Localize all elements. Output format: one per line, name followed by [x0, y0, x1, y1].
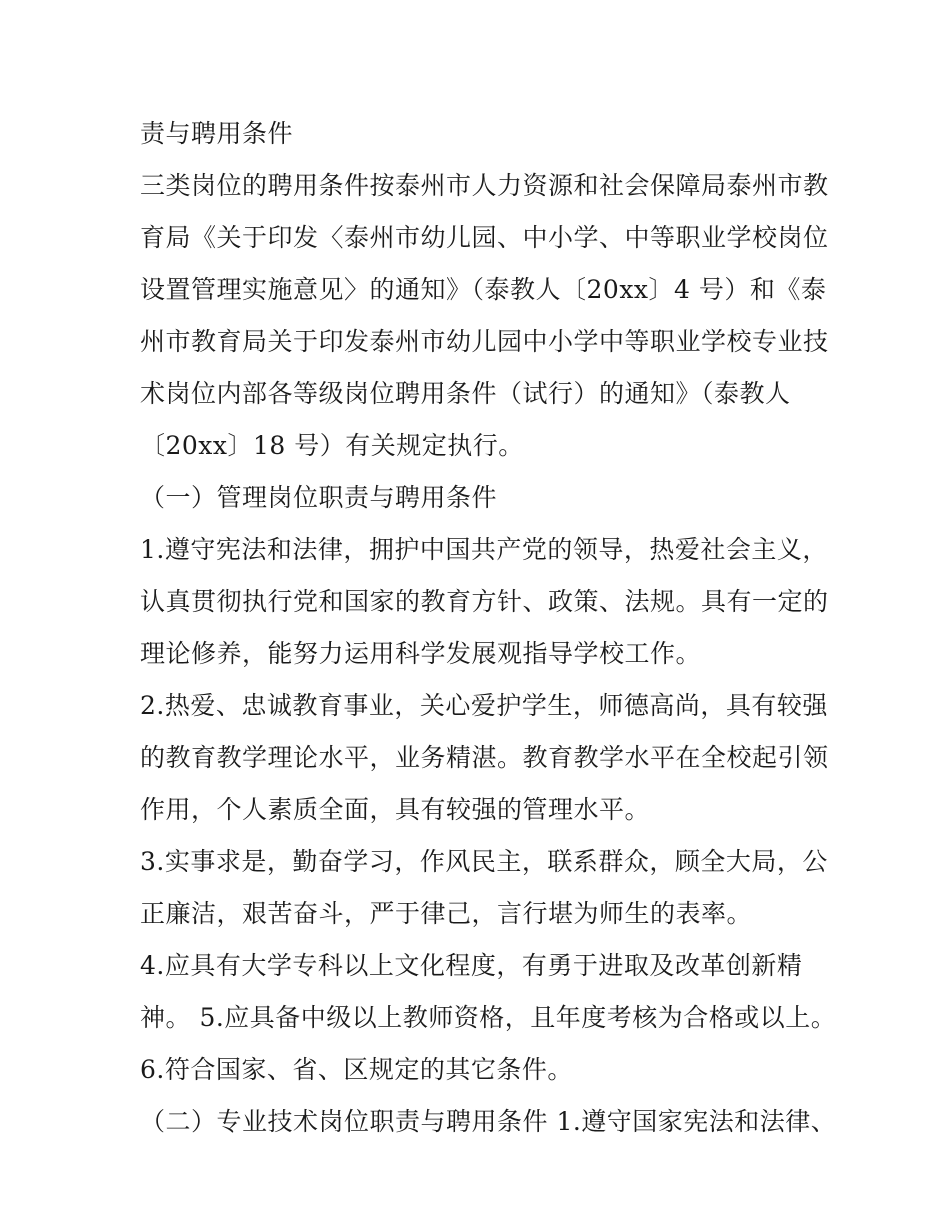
text-line: 3.实事求是，勤奋学习，作风民主，联系群众，顾全大局，公: [140, 847, 828, 876]
text-line: 作用，个人素质全面，具有较强的管理水平。: [140, 795, 651, 824]
text-line: 2.热爱、忠诚教育事业，关心爱护学生，师德高尚，具有较强: [140, 691, 828, 720]
text-line: 1.遵守宪法和法律，拥护中国共产党的领导，热爱社会主义，: [140, 535, 828, 564]
text-line: 设置管理实施意见〉的通知》（泰教人〔20xx〕4 号）和《泰: [140, 275, 827, 304]
text-line: 三类岗位的聘用条件按泰州市人力资源和社会保障局泰州市教: [140, 171, 829, 200]
section-heading: （一）管理岗位职责与聘用条件: [140, 483, 498, 512]
text-line: 州市教育局关于印发泰州市幼儿园中小学中等职业学校专业技: [140, 327, 829, 356]
section-heading: （二）专业技术岗位职责与聘用条件 1.遵守国家宪法和法律、: [140, 1107, 837, 1136]
document-body: [140, 108, 837, 1148]
text-line: 6.符合国家、省、区规定的其它条件。: [140, 1055, 573, 1084]
text-line: 理论修养，能努力运用科学发展观指导学校工作。: [140, 639, 702, 668]
text-line: 4.应具有大学专科以上文化程度，有勇于进取及改革创新精: [140, 951, 803, 980]
text-line: 正廉洁，艰苦奋斗，严于律己，言行堪为师生的表率。: [140, 899, 753, 928]
text-line: 神。 5.应具备中级以上教师资格，且年度考核为合格或以上。: [140, 1003, 837, 1032]
text-line: 责与聘用条件: [140, 119, 294, 148]
text-line: 术岗位内部各等级岗位聘用条件（试行）的通知》（泰教人: [140, 379, 791, 408]
text-line: 认真贯彻执行党和国家的教育方针、政策、法规。具有一定的: [140, 587, 829, 616]
text-line: 〔20xx〕18 号）有关规定执行。: [140, 431, 524, 460]
text-line: 育局《关于印发〈泰州市幼儿园、中小学、中等职业学校岗位: [140, 223, 829, 252]
text-line: 的教育教学理论水平，业务精湛。教育教学水平在全校起引领: [140, 743, 829, 772]
